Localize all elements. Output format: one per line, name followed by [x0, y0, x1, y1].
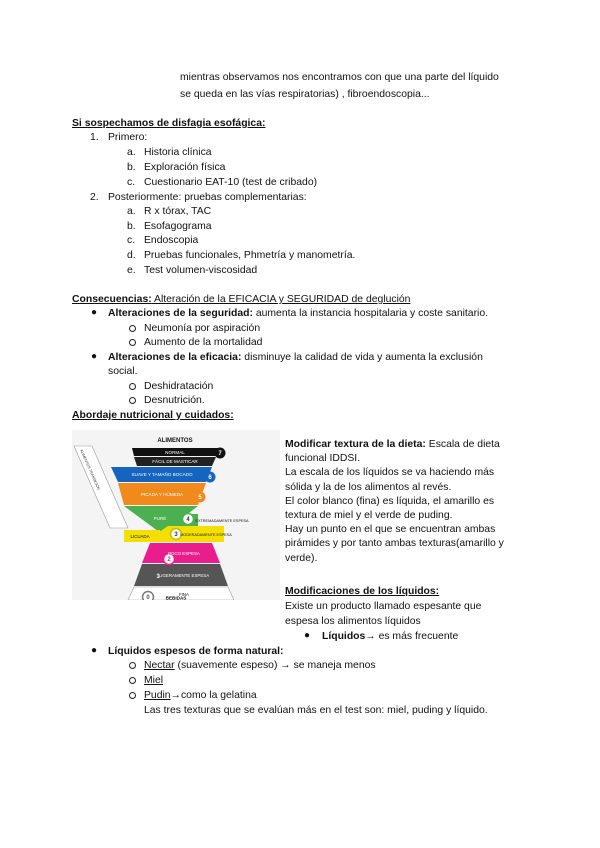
iddsi-pyramid-diagram [72, 430, 280, 600]
textura-line: sólida y la de los alimentos al revés. [285, 481, 452, 493]
badge-number: 7 [218, 451, 222, 457]
list-item: Desnutrición. [144, 395, 205, 406]
textura-line: funcional IDDSI. [285, 453, 361, 465]
intro-line-2: se queda en las vías respiratorias) , fibroendoscopia... [180, 89, 430, 100]
list-item [144, 674, 163, 687]
hollow-bullet-icon [129, 677, 136, 684]
seguridad-text: aumenta la instancia hospitalaria y coste sanitario. [252, 308, 489, 319]
list-letter: c. [127, 177, 136, 188]
liquidos-bullet-text: → es más frecuente [365, 631, 459, 642]
naturales-closing: Las tres texturas que se evalúan más en el test son: miel, puding y líquido. [144, 705, 488, 716]
list-item [144, 689, 257, 702]
intro-line-1: mientras observamos nos encontramos con que una parte del líquido [180, 72, 499, 83]
liquidos-line-1: Existe un producto llamado espesante que [285, 601, 482, 612]
liquidos-line-2: espesa los alimentos líquidos [285, 616, 421, 627]
badge-number: 3 [174, 532, 178, 538]
badge-number: 6 [208, 475, 212, 481]
bullet-icon: ● [91, 307, 98, 318]
item-text: →como la gelatina [170, 690, 257, 701]
eficacia-label: Alteraciones de la eficacia: [108, 352, 242, 363]
list-item: Historia clínica [144, 147, 212, 158]
level-label: FÁCIL DE MASTICAR [152, 459, 198, 464]
list-letter: a. [127, 147, 136, 158]
list-item: Pruebas funcionales, Phmetría y manometría. [144, 250, 356, 261]
level-label: LIGERAMENTE ESPESA [158, 573, 210, 578]
liquidos-heading: Modificaciones de los líquidos: [285, 586, 440, 597]
bullet-icon: ● [91, 351, 98, 362]
eficacia-line [108, 351, 528, 364]
bullet-icon: ● [91, 645, 98, 656]
list-letter: b. [127, 162, 136, 173]
item-underlined: Miel [144, 675, 164, 686]
naturales-heading: Líquidos espesos de forma natural: [108, 646, 284, 657]
abordaje-heading: Abordaje nutricional y cuidados: [72, 410, 234, 421]
level-label: LICUADA [130, 534, 150, 539]
textura-line: Hay un punto en el que se encuentran ambas [285, 524, 496, 536]
liquidos-bullet-label: Líquidos [322, 631, 366, 642]
list-letter: b. [127, 221, 136, 232]
level-label: PURÉ [153, 516, 167, 521]
list-item: Endoscopia [144, 235, 199, 246]
seguridad-label: Alteraciones de la seguridad: [108, 308, 253, 319]
item-underlined: Pudin [144, 690, 171, 701]
list-item: Test volumen-viscosidad [144, 265, 258, 276]
badge-number: 1 [156, 574, 160, 580]
seguridad-line [108, 307, 488, 320]
textura-line-1-text: Escala de dieta [425, 439, 500, 450]
list-item: Aumento de la mortalidad [144, 337, 263, 348]
level-label: EXTREMADAMENTE ESPESA [195, 519, 249, 523]
list-letter: c. [127, 235, 136, 246]
list-item: Cuestionario EAT-10 (test de cribado) [144, 177, 318, 188]
esofagica-heading: Si sospechamos de disfagia esofágica: [72, 118, 266, 129]
hollow-bullet-icon [129, 692, 136, 699]
hollow-bullet-icon [129, 339, 136, 346]
textura-label: Modificar textura de la dieta: [285, 439, 426, 450]
list-number: 2. [90, 192, 99, 203]
textura-line: La escala de los líquidos se va haciendo más [285, 467, 495, 479]
badge-number: 4 [186, 517, 190, 523]
eficacia-line-2: social. [108, 366, 138, 377]
list-item [144, 659, 376, 672]
eficacia-text: disminuye la calidad de vida y aumenta la exclusión [241, 352, 483, 363]
level-label: NORMAL [165, 450, 185, 455]
diagram-top-label: ALIMENTOS [157, 438, 193, 444]
hollow-bullet-icon [129, 325, 136, 332]
list-letter: d. [127, 250, 136, 261]
level-label: POCO ESPESA [168, 551, 200, 556]
consecuencias-label: Consecuencias: [72, 294, 152, 305]
consecuencias-text: Alteración de la EFICACIA y SEGURIDAD de deglución [151, 294, 411, 305]
textura-line: textura de miel y el verde de puding. [285, 510, 453, 522]
consecuencias-line [72, 293, 410, 306]
item-text: (suavemente espeso) → se maneja menos [174, 660, 376, 671]
level-label: PICADA Y HÚMEDA [140, 492, 184, 497]
textura-paragraph [285, 438, 527, 566]
list-item: Exploración física [144, 162, 226, 173]
transition-label: ALIMENTOS TRANSICIÓN [79, 448, 101, 491]
list-item: R x tórax, TAC [144, 206, 212, 217]
bullet-icon: ● [304, 630, 311, 641]
list-item: Neumonía por aspiración [144, 323, 261, 334]
list-item: Primero: [108, 132, 148, 143]
level-label: FINA [178, 592, 190, 597]
hollow-bullet-icon [129, 662, 136, 669]
diagram-bottom-label: BEBIDAS [165, 595, 187, 600]
list-letter: e. [127, 265, 136, 276]
level-label: SUAVE Y TAMAÑO BOCADO [131, 472, 193, 477]
list-number: 1. [90, 132, 99, 143]
textura-line-1 [285, 438, 527, 452]
list-letter: a. [127, 206, 136, 217]
level-label: MODERADAMENTE ESPESA [180, 533, 232, 537]
list-item: Posteriormente: pruebas complementarias: [108, 192, 307, 203]
liquidos-bullet [322, 630, 458, 643]
textura-line: verde). [285, 552, 318, 564]
item-underlined: Nectar [144, 660, 175, 671]
badge-number: 0 [146, 595, 150, 600]
textura-line: pirámides y por tanto ambas texturas(amarillo y [285, 538, 504, 550]
hollow-bullet-icon [129, 397, 136, 404]
list-item: Esofagograma [144, 221, 212, 232]
list-item: Deshidratación [144, 381, 214, 392]
textura-line: El color blanco (fina) es líquida, el amarillo es [285, 495, 495, 507]
badge-number: 5 [198, 495, 202, 501]
badge-number: 2 [167, 557, 171, 563]
hollow-bullet-icon [129, 383, 136, 390]
